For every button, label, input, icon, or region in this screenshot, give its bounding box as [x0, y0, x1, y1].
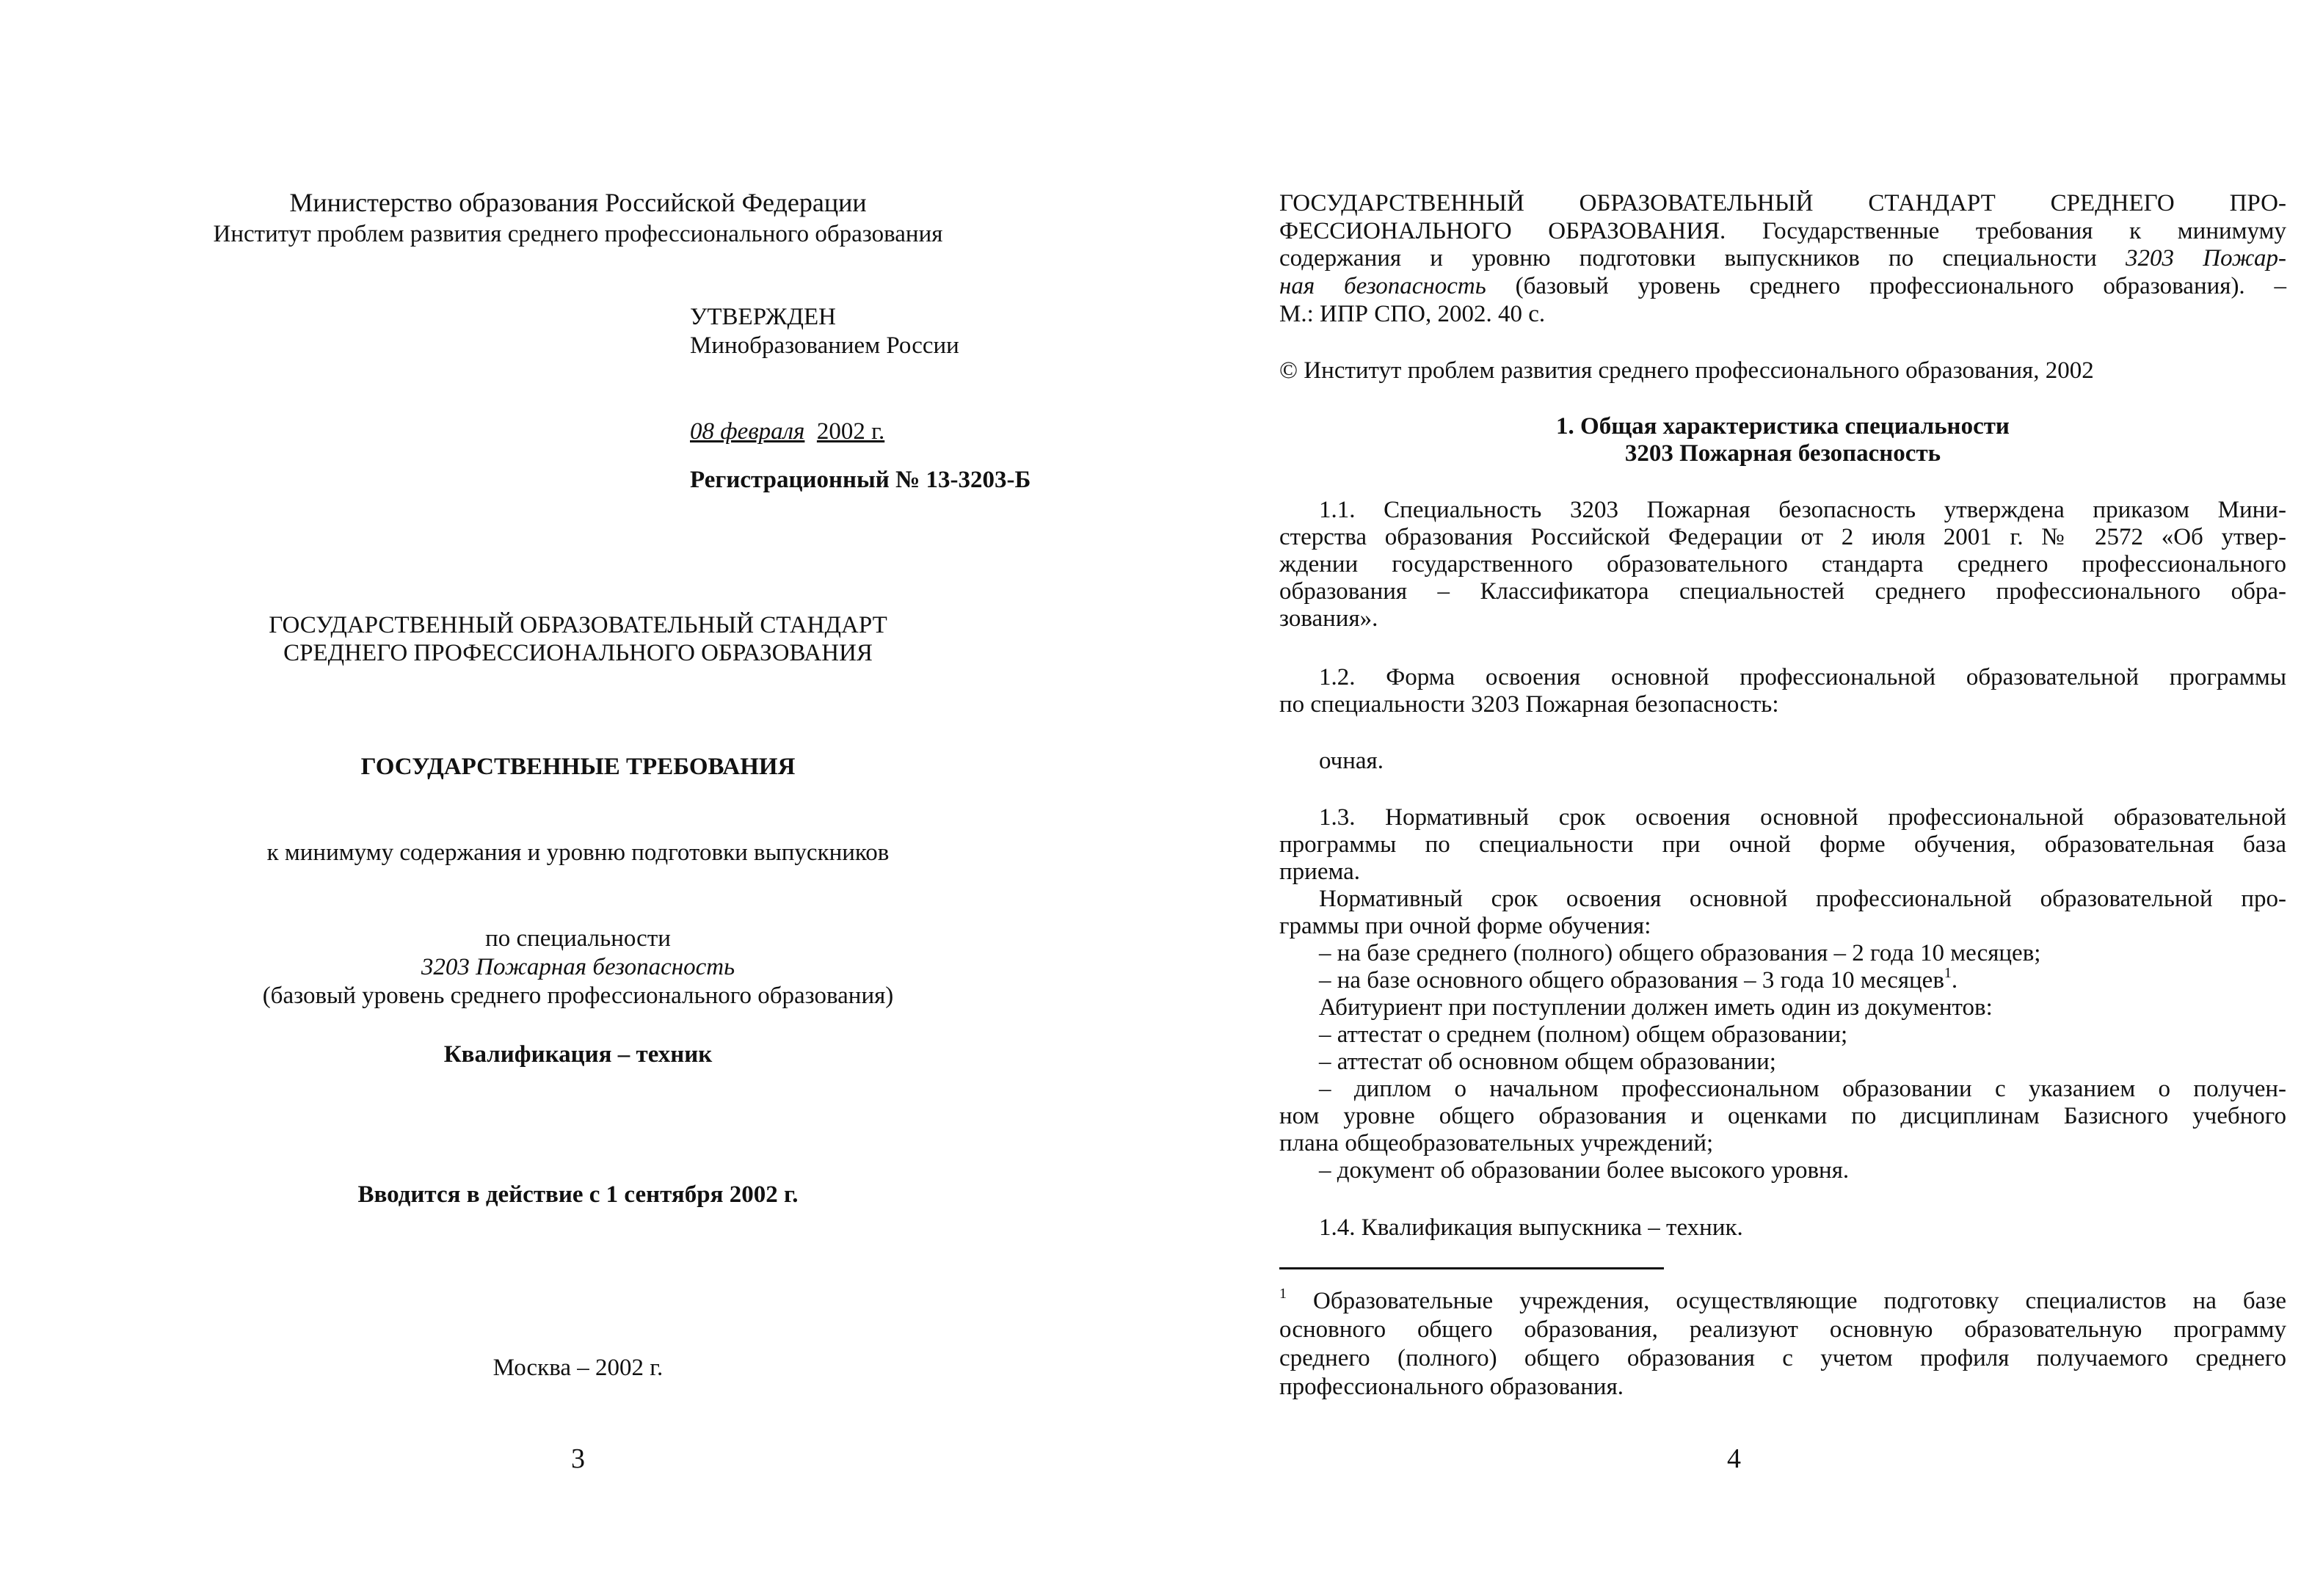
- diploma-line: ном уровне общего образования и оценками по дисциплинам Базисного учебного: [1279, 1103, 2286, 1129]
- approved-by: Минобразованием России: [690, 332, 959, 359]
- term-basic: [1319, 967, 1957, 994]
- specialty-intro: по специальности: [485, 925, 671, 952]
- term-intro-line: граммы при очной форме обучения:: [1279, 913, 1651, 939]
- footnote-ref: 1: [1944, 965, 1952, 981]
- p11-line: 1.1. Специальность 3203 Пожарная безопасность утверждена приказом Мини-: [1319, 497, 2286, 523]
- diploma-line: – диплом о начальном профессиональном образовании с указанием о получен-: [1319, 1076, 2286, 1102]
- footnote-divider: [1279, 1267, 1664, 1269]
- approval-date: [690, 418, 884, 445]
- doc-higher: – документ об образовании более высокого уровня.: [1319, 1157, 1850, 1184]
- footnote-line: [1279, 1288, 2286, 1315]
- citation-line5: М.: ИПР СПО, 2002. 40 с.: [1279, 301, 1546, 327]
- doc-item: – аттестат об основном общем образовании;: [1319, 1049, 1776, 1075]
- p11-line: ждении государственного образовательного стандарта среднего профессионального: [1279, 551, 2286, 577]
- ministry-name: Министерство образования Российской Федерации: [289, 188, 867, 217]
- effective-date: Вводится в действие с 1 сентября 2002 г.: [357, 1181, 799, 1208]
- institute-name: Институт проблем развития среднего профессионального образования: [213, 221, 943, 247]
- qualification: Квалификация – техник: [443, 1041, 713, 1068]
- p13-line: программы по специальности при очной форме обучения, образовательная база: [1279, 831, 2286, 858]
- right-page: [1156, 0, 2312, 1596]
- page-number-right: 4: [1727, 1443, 1741, 1474]
- specialty-name: 3203 Пожарная безопасность: [421, 954, 735, 980]
- study-form: очная.: [1319, 748, 1384, 774]
- footnote-line: среднего (полного) общего образования с учетом профиля получаемого среднего: [1279, 1345, 2286, 1371]
- registration-number: Регистрационный № 13-3203-Б: [690, 467, 1031, 493]
- p11-line: стерства образования Российской Федерации от 2 июля 2001 г. № 2572 «Об утвер-: [1279, 524, 2286, 550]
- section-title: 1. Общая характеристика специальности: [1556, 413, 2010, 440]
- city-year: Москва – 2002 г.: [492, 1355, 664, 1381]
- citation-line4-text: (базовый уровень среднего профессионального образования). –: [1515, 273, 2286, 299]
- term-basic-text: – на базе основного общего образования – 3 года 10 месяцев: [1319, 967, 1944, 994]
- p11-line: образования – Классификатора специальностей среднего профессионального обра-: [1279, 578, 2286, 605]
- copyright: © Институт проблем развития среднего профессионального образования, 2002: [1279, 357, 2094, 384]
- footnote-line-text: Образовательные учреждения, осуществляющие подготовку специалистов на базе: [1313, 1288, 2286, 1314]
- term-intro-line: Нормативный срок освоения основной профессиональной образовательной про-: [1319, 886, 2286, 912]
- doc-item: – аттестат о среднем (полном) общем образовании;: [1319, 1021, 1848, 1048]
- footnote-line: основного общего образования, реализуют основную образовательную программу: [1279, 1316, 2286, 1343]
- citation-line3-text: содержания и уровню подготовки выпускников по специальности: [1279, 245, 2097, 272]
- standard-title-line1: ГОСУДАРСТВЕННЫЙ ОБРАЗОВАТЕЛЬНЫЙ СТАНДАРТ: [269, 612, 887, 638]
- requirements-subtitle: к минимуму содержания и уровню подготовки выпускников: [266, 839, 890, 866]
- approval-date-year: 2002 г.: [816, 418, 885, 445]
- education-level: (базовый уровень среднего профессионального образования): [262, 983, 894, 1009]
- term-basic-end: .: [1951, 967, 1958, 994]
- citation-line4: [1279, 273, 2286, 300]
- approved-label: УТВЕРЖДЕН: [690, 304, 836, 330]
- requirements-title: ГОСУДАРСТВЕННЫЕ ТРЕБОВАНИЯ: [360, 754, 796, 780]
- citation-line3-specialty: 3203 Пожар-: [2126, 245, 2287, 272]
- p13-line: 1.3. Нормативный срок освоения основной профессиональной образовательной: [1319, 804, 2286, 831]
- citation-line1: ГОСУДАРСТВЕННЫЙ ОБРАЗОВАТЕЛЬНЫЙ СТАНДАРТ СРЕДНЕГО ПРО-: [1279, 190, 2286, 216]
- citation-line2: ФЕССИОНАЛЬНОГО ОБРАЗОВАНИЯ. Государственные требования к минимуму: [1279, 218, 2286, 244]
- section-subtitle: 3203 Пожарная безопасность: [1624, 440, 1941, 467]
- approval-date-day: 08 февраля: [690, 418, 805, 445]
- p12-line: по специальности 3203 Пожарная безопасность:: [1279, 691, 1779, 718]
- applicant-docs-intro: Абитуриент при поступлении должен иметь один из документов:: [1319, 994, 1993, 1021]
- term-full: – на базе среднего (полного) общего образования – 2 года 10 месяцев;: [1319, 940, 2041, 966]
- p14: 1.4. Квалификация выпускника – техник.: [1319, 1214, 1743, 1241]
- p13-line: приема.: [1279, 859, 1361, 885]
- footnote-number: 1: [1279, 1286, 1287, 1302]
- p12-line: 1.2. Форма освоения основной профессиональной образовательной программы: [1319, 664, 2286, 690]
- citation-line3: [1279, 245, 2286, 272]
- standard-title-line2: СРЕДНЕГО ПРОФЕССИОНАЛЬНОГО ОБРАЗОВАНИЯ: [283, 640, 873, 666]
- page-number-left: 3: [571, 1443, 585, 1474]
- citation-line4-specialty: ная безопасность: [1279, 273, 1486, 299]
- diploma-line: плана общеобразовательных учреждений;: [1279, 1130, 1714, 1156]
- footnote-line: профессионального образования.: [1279, 1374, 1624, 1400]
- p11-line: зования».: [1279, 605, 1378, 632]
